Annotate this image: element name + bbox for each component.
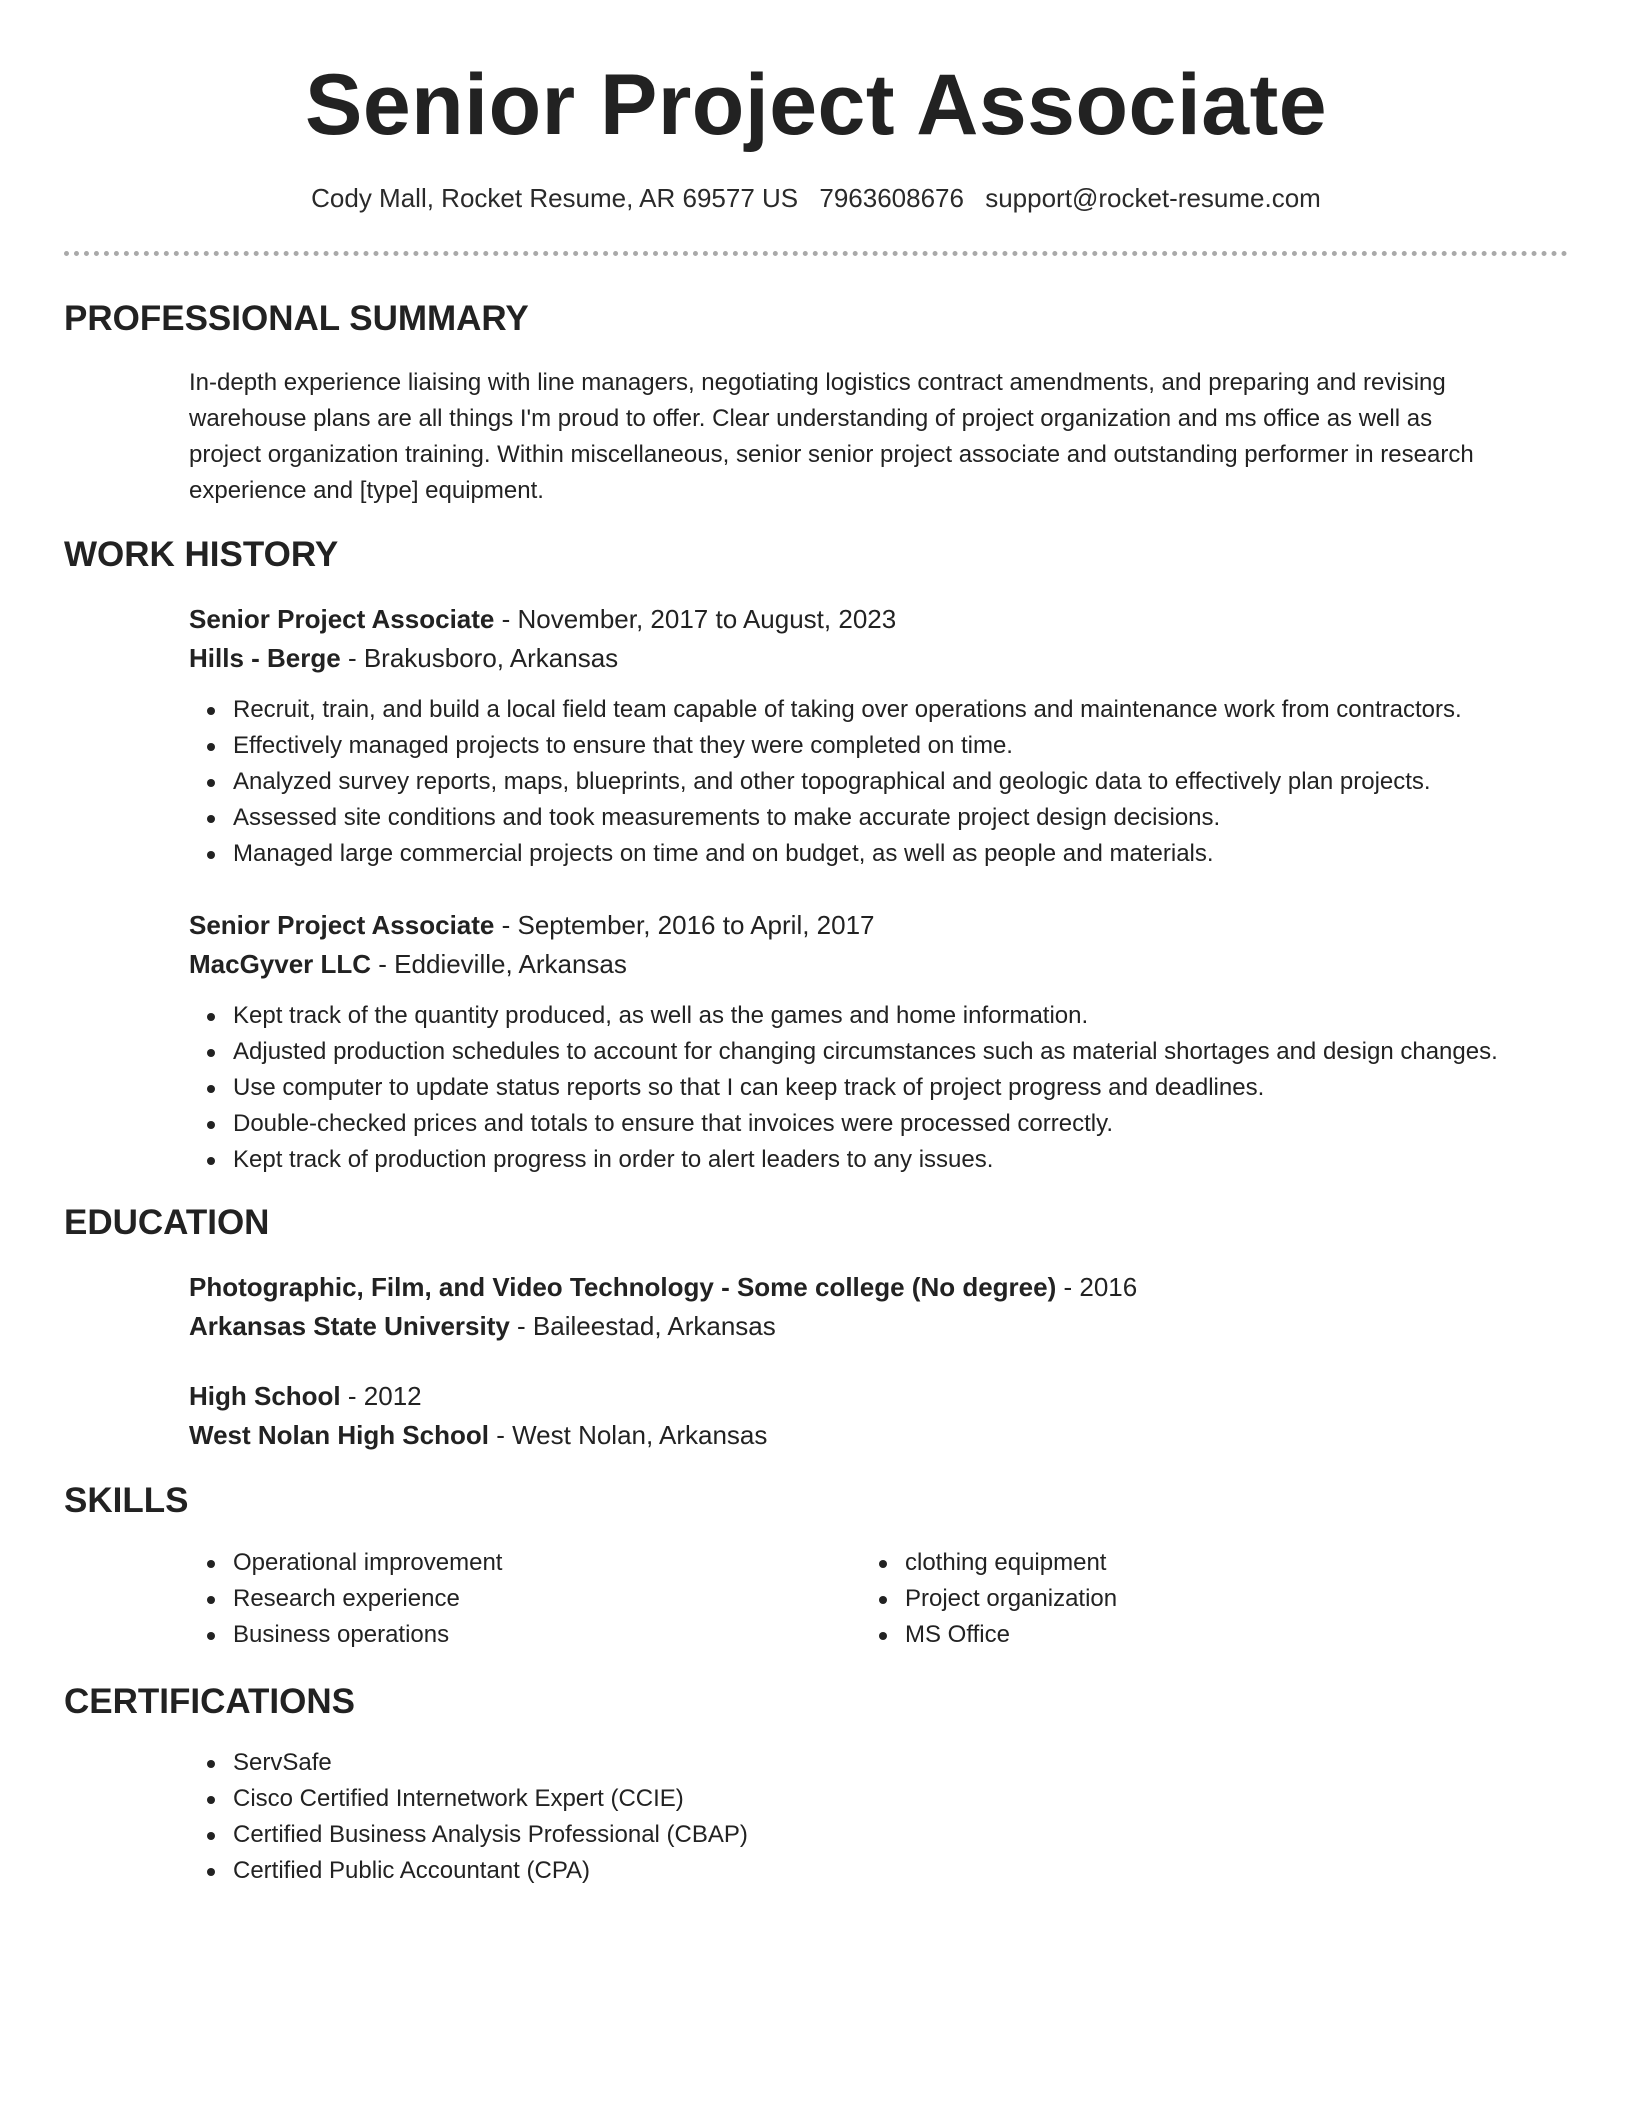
list-item: Use computer to update status reports so that I can keep track of project progress and deadlines. — [189, 1070, 1569, 1106]
job-location: - Eddieville, Arkansas — [371, 949, 627, 979]
education-entry — [189, 1268, 1569, 1346]
job-company: MacGyver LLC — [189, 949, 372, 979]
education-degree: Photographic, Film, and Video Technology - Some college (No degree) — [189, 1272, 1057, 1302]
education-year: - 2016 — [1056, 1272, 1138, 1302]
job-entry — [189, 906, 1569, 1178]
resume-title: Senior Project Associate — [304, 57, 1328, 153]
job-title: Senior Project Associate — [189, 910, 495, 940]
job-company-line — [189, 639, 1569, 678]
job-title-line — [189, 906, 1569, 945]
header-divider — [64, 251, 1568, 256]
contact-address: Cody Mall, Rocket Resume, AR 69577 US — [311, 183, 799, 213]
list-item: Certified Public Accountant (CPA) — [189, 1853, 1569, 1889]
summary-line: warehouse plans are all things I'm proud to offer. Clear understanding of project organization and ms office as well as — [189, 405, 1433, 432]
list-item: Analyzed survey reports, maps, blueprints, and other topographical and geologic data to effectively plan projects. — [189, 764, 1569, 800]
list-item: Assessed site conditions and took measurements to make accurate project design decisions. — [189, 800, 1569, 836]
education-year: - 2012 — [340, 1381, 422, 1411]
section-title-summary: PROFESSIONAL SUMMARY — [64, 299, 529, 338]
skills-column-left — [189, 1545, 789, 1653]
list-item: Kept track of the quantity produced, as well as the games and home information. — [189, 998, 1569, 1034]
education-entry — [189, 1377, 1569, 1455]
education-school: West Nolan High School — [189, 1420, 489, 1450]
skills-column-right — [861, 1545, 1461, 1653]
education-school-line — [189, 1307, 1569, 1346]
job-company: Hills - Berge — [189, 643, 341, 673]
job-entry — [189, 600, 1569, 872]
summary-line: In-depth experience liaising with line managers, negotiating logistics contract amendments, and preparing and revising — [189, 369, 1446, 396]
list-item: ServSafe — [189, 1745, 1569, 1781]
job-location: - Brakusboro, Arkansas — [340, 643, 619, 673]
education-location: - Baileestad, Arkansas — [509, 1311, 776, 1341]
list-item: Adjusted production schedules to account for changing circumstances such as material shortages and design changes. — [189, 1034, 1569, 1070]
job-company-line — [189, 945, 1569, 984]
education-school-line — [189, 1416, 1569, 1455]
job-bullets — [189, 692, 1569, 872]
contact-line — [0, 180, 1632, 216]
list-item: Project organization — [861, 1581, 1461, 1617]
education-location: - West Nolan, Arkansas — [488, 1420, 768, 1450]
certifications-list — [189, 1745, 1569, 1889]
list-item: MS Office — [861, 1617, 1461, 1653]
section-title-education: EDUCATION — [64, 1203, 270, 1242]
education-degree-line — [189, 1268, 1569, 1307]
certifications-block — [189, 1745, 1569, 1889]
job-title-line — [189, 600, 1569, 639]
education-degree-line — [189, 1377, 1569, 1416]
list-item: Effectively managed projects to ensure that they were completed on time. — [189, 728, 1569, 764]
summary-text — [189, 365, 1569, 509]
section-title-certifications: CERTIFICATIONS — [64, 1682, 356, 1721]
list-item: Double-checked prices and totals to ensure that invoices were processed correctly. — [189, 1106, 1569, 1142]
list-item: Certified Business Analysis Professional (CBAP) — [189, 1817, 1569, 1853]
list-item: Business operations — [189, 1617, 789, 1653]
education-school: Arkansas State University — [189, 1311, 510, 1341]
section-title-work: WORK HISTORY — [64, 535, 339, 574]
skills-list — [861, 1545, 1461, 1653]
section-title-skills: SKILLS — [64, 1481, 189, 1520]
job-dates: - September, 2016 to April, 2017 — [494, 910, 875, 940]
contact-email: support@rocket-resume.com — [985, 183, 1321, 213]
skills-list — [189, 1545, 789, 1653]
list-item: Managed large commercial projects on time and on budget, as well as people and materials. — [189, 836, 1569, 872]
summary-line: experience and [type] equipment. — [189, 477, 544, 504]
list-item: Cisco Certified Internetwork Expert (CCIE) — [189, 1781, 1569, 1817]
education-degree: High School — [189, 1381, 341, 1411]
contact-phone: 7963608676 — [819, 183, 964, 213]
list-item: Kept track of production progress in order to alert leaders to any issues. — [189, 1142, 1569, 1178]
job-title: Senior Project Associate — [189, 604, 495, 634]
job-dates: - November, 2017 to August, 2023 — [494, 604, 897, 634]
list-item: Recruit, train, and build a local field team capable of taking over operations and maintenance work from contractors. — [189, 692, 1569, 728]
summary-line: project organization training. Within miscellaneous, senior senior project associate and outstanding performer in research — [189, 441, 1474, 468]
list-item: Research experience — [189, 1581, 789, 1617]
job-bullets — [189, 998, 1569, 1178]
list-item: Operational improvement — [189, 1545, 789, 1581]
list-item: clothing equipment — [861, 1545, 1461, 1581]
